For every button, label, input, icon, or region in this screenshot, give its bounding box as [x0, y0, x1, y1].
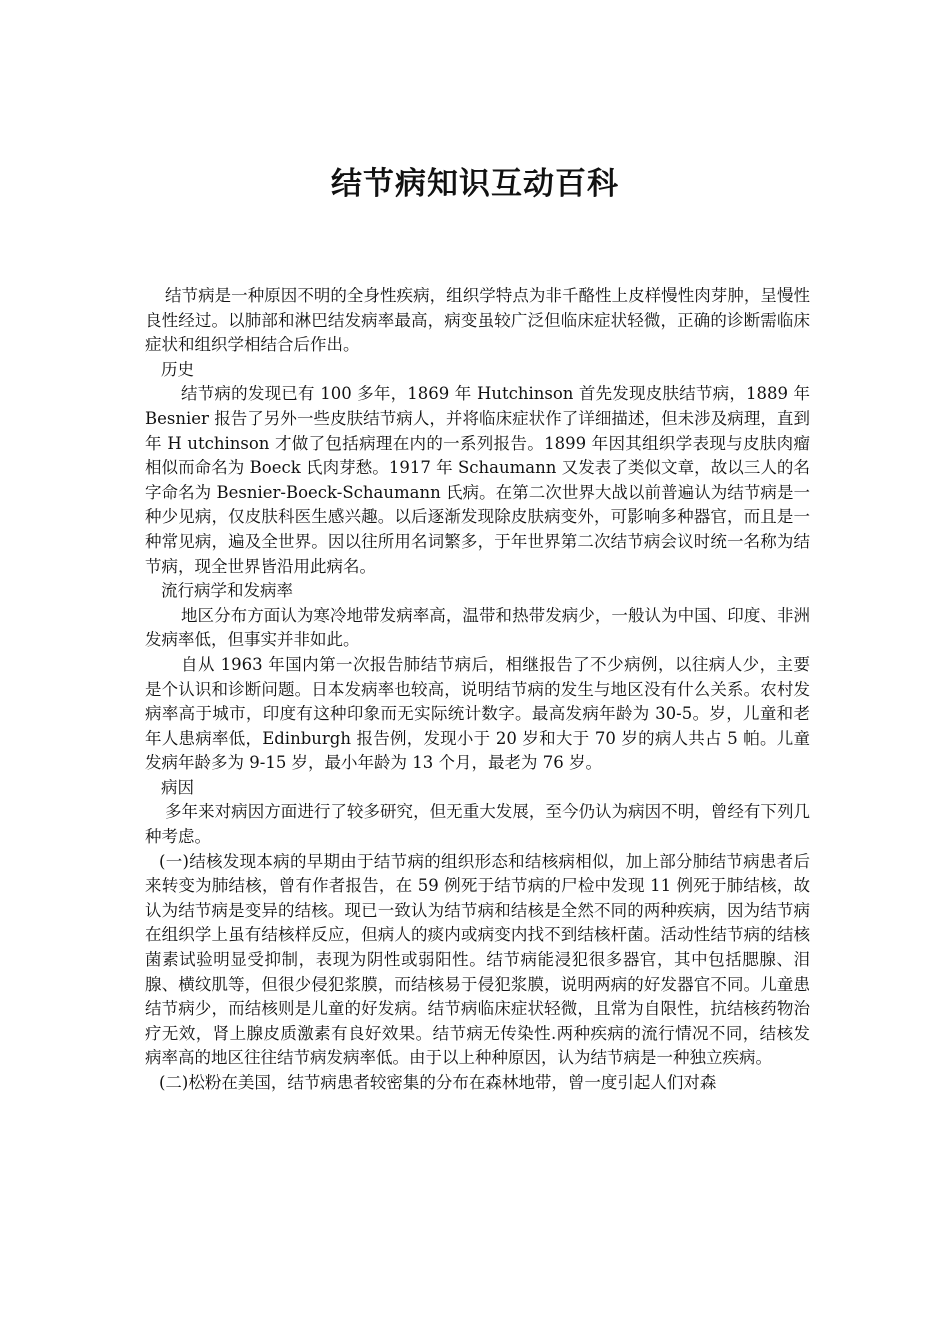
- history-paragraph: 结节病的发现已有 100 多年，1869 年 Hutchinson 首先发现皮肤结节病，1889 年 Besnier 报告了另外一些皮肤结节病人，并将临床症状作了详细描述，但未涉及病理，直到年 H utchinson 才做了包括病理在内的一系列报告。1899 年因其组织学表现与皮肤肉瘤相似而命名为 Boeck 氏肉芽愁。1917 年 Schaumann 又发表了类似文章，故以三人的名字命名为 Besnier-Boeck-Schaumann 氏病。在第二次世界大战以前普遍认为结节病是一种少见病，仅皮肤科医生感兴趣。以后逐渐发现除皮肤病变外，可影响多种器官，而且是一种常见病，遍及全世界。因以往所用名词繁多，于年世界第二次结节病会议时统一名称为结节病，现全世界皆沿用此病名。: [145, 384, 810, 576]
- epidemiology-paragraph-1: 地区分布方面认为寒冷地带发病率高，温带和热带发病少，一般认为中国、印度、非洲发病率低，但事实并非如此。: [145, 605, 810, 650]
- section-heading-history: 历史: [161, 359, 194, 379]
- document-title: 结节病知识互动百科: [331, 166, 619, 202]
- section-heading-epidemiology: 流行病学和发病率: [161, 581, 293, 601]
- etiology-item-1: (一)结核发现本病的早期由于结节病的组织形态和结核病相似，加上部分肺结节病患者后来转变为肺结核，曾有作者报告，在 59 例死于结节病的尸检中发现 11 例死于肺结核，故认为结节病是变异的结核。现已一致认为结节病和结核是全然不同的两种疾病，因为结节病在组织学上虽有结核样反应，但病人的痰内或病变内找不到结核杆菌。活动性结节病的结核菌素试验明显受抑制，表现为阴性或弱阳性。结节病能浸犯很多器官，其中包括腮腺、泪腺、横纹肌等，但很少侵犯浆膜，而结核易于侵犯浆膜，说明两病的好发器官不同。儿童患结节病少，而结核则是儿童的好发病。结节病临床症状轻微，且常为自限性，抗结核药物治疗无效，肾上腺皮质激素有良好效果。结节病无传染性.两种疾病的流行情况不同，结核发病率高的地区往往结节病发病率低。由于以上种种原因，认为结节病是一种独立疾病。: [145, 851, 810, 1068]
- document-body: [145, 284, 810, 1096]
- epidemiology-paragraph-2: 自从 1963 年国内第一次报告肺结节病后，相继报告了不少病例，以往病人少，主要是个认识和诊断问题。日本发病率也较高，说明结节病的发生与地区没有什么关系。农村发病率高于城市，印度有这种印象而无实际统计数字。最高发病年龄为 30-5。岁，儿童和老年人患病率低，Edinburgh 报告例，发现小于 20 岁和大于 70 岁的病人共占 5 帕。儿童发病年龄多为 9-15 岁，最小年龄为 13 个月，最老为 76 岁。: [145, 654, 810, 773]
- etiology-paragraph: 多年来对病因方面进行了较多研究，但无重大发展，至今仍认为病因不明，曾经有下列几种考虑。: [145, 802, 810, 847]
- etiology-item-2: (二)松粉在美国，结节病患者较密集的分布在森林地带，曾一度引起人们对森: [159, 1073, 717, 1092]
- intro-paragraph: 结节病是一种原因不明的全身性疾病，组织学特点为非千酪性上皮样慢性肉芽肿，呈慢性良性经过。以肺部和淋巴结发病率最高，病变虽较广泛但临床症状轻微，正确的诊断需临床症状和组织学相结合后作出。: [145, 286, 810, 355]
- section-heading-etiology: 病因: [161, 777, 194, 797]
